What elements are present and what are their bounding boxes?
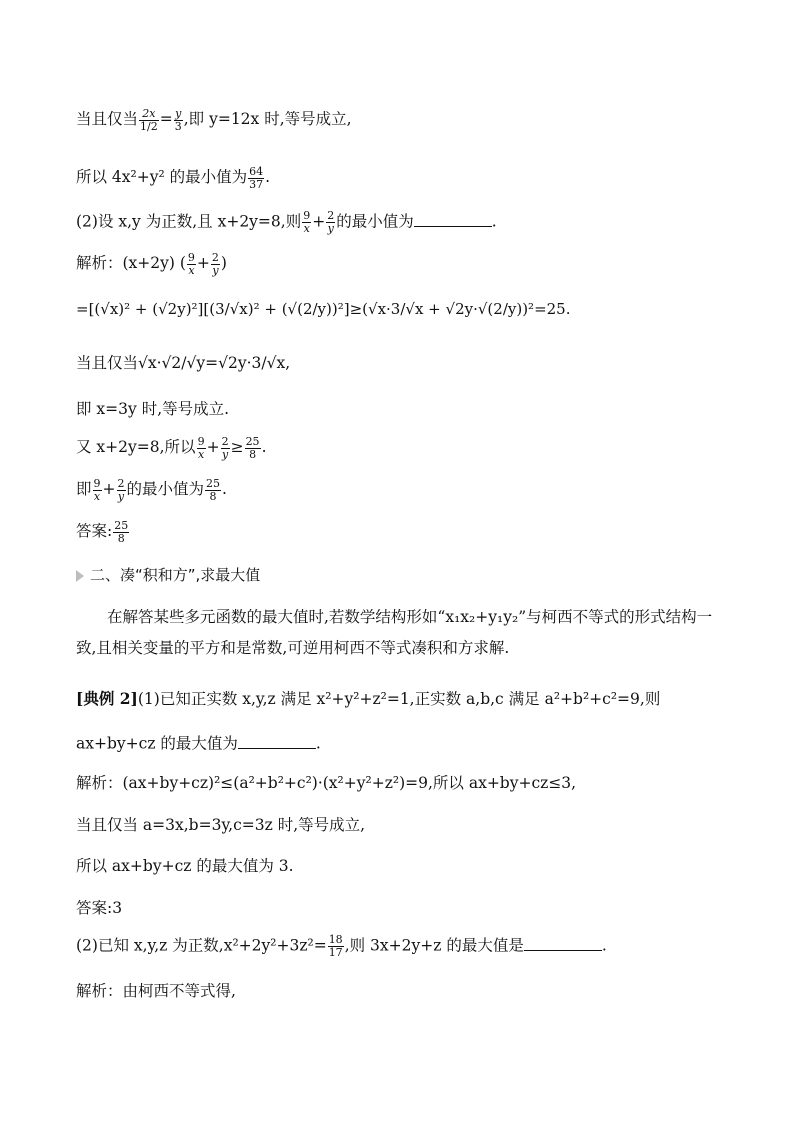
solution-line: 当且仅当 a=3x,b=3y,c=3z 时,等号成立, bbox=[76, 816, 366, 834]
text: 当且仅当 bbox=[76, 110, 139, 129]
fraction: $\frac{y}{3}$ bbox=[174, 107, 182, 133]
intro-paragraph: 在解答某些多元函数的最大值时,若数学结构形如“x₁x₂+y₁y₂”与柯西不等式的形式结构一致,且相关变量的平方和是常数,可逆用柯西不等式凑积和方求解. bbox=[76, 608, 713, 657]
text-line: 又 x+2y=8,所以 $\frac{9}{x}$ + $\frac{2}{y}$ ≥ $\frac{25}{8}$ . bbox=[76, 435, 267, 461]
question-line: (2)已知 x,y,z 为正数,x²+2y²+3z²= $\frac{18}{17}$ ,则 3x+2y+z 的最大值是 . bbox=[76, 933, 607, 959]
solution-line: 解析：(ax+by+cz)²≤(a²+b²+c²)·(x²+y²+z²)=9,所以 ax+by+cz≤3, bbox=[76, 774, 577, 792]
text-line: 即 $\frac{9}{x}$ + $\frac{2}{y}$ 的最小值为 $\frac{25}{8}$ . bbox=[76, 477, 227, 503]
formula-line: =[(√x)² + (√2y)²][(3/√x)² + (√(2/y))²]≥(√x·3/√x + √2y·√(2/y))²=25. bbox=[76, 300, 571, 318]
solution-line: 解析：由柯西不等式得, bbox=[76, 982, 236, 1000]
text-line: 所以 4x²+y² 的最小值为 $\frac{64}{37}$ . bbox=[76, 165, 271, 191]
answer-blank bbox=[524, 934, 602, 951]
fraction: $\frac{64}{37}$ bbox=[249, 165, 264, 191]
solution-line: 所以 ax+by+cz 的最大值为 3. bbox=[76, 857, 294, 875]
question-line: (2)设 x,y 为正数,且 x+2y=8,则 $\frac{9}{x}$ + $\frac{2}{y}$ 的最小值为 . bbox=[76, 209, 497, 235]
example-line: [典例 2](1)已知正实数 x,y,z 满足 x²+y²+z²=1,正实数 a,b,c 满足 a²+b²+c²=9,则 bbox=[76, 689, 661, 708]
text: ,即 y=12x 时,等号成立, bbox=[183, 110, 352, 129]
answer-blank bbox=[414, 210, 492, 227]
example-label: [典例 2] bbox=[76, 689, 138, 708]
text-line: 即 x=3y 时,等号成立. bbox=[76, 400, 230, 418]
text-line: 当且仅当 $\frac{2x}{1/2}$ = $\frac{y}{3}$ ,即 y=12x 时,等号成立, bbox=[76, 107, 352, 133]
answer-blank bbox=[238, 732, 316, 749]
example-line: ax+by+cz 的最大值为 . bbox=[76, 732, 724, 753]
section-heading: 二、凑“积和方”,求最大值 bbox=[76, 566, 724, 584]
answer-line: 答案:3 bbox=[76, 899, 123, 917]
text-line: 当且仅当√x·√2/√y=√2y·3/√x, bbox=[76, 354, 291, 372]
solution-line: 解析：(x+2y) ( $\frac{9}{x}$ + $\frac{2}{y}$ ) bbox=[76, 251, 227, 277]
fraction: $\frac{2x}{1/2}$ bbox=[140, 107, 158, 133]
answer-line: 答案: $\frac{25}{8}$ bbox=[76, 519, 129, 545]
triangle-marker-icon bbox=[76, 570, 84, 582]
